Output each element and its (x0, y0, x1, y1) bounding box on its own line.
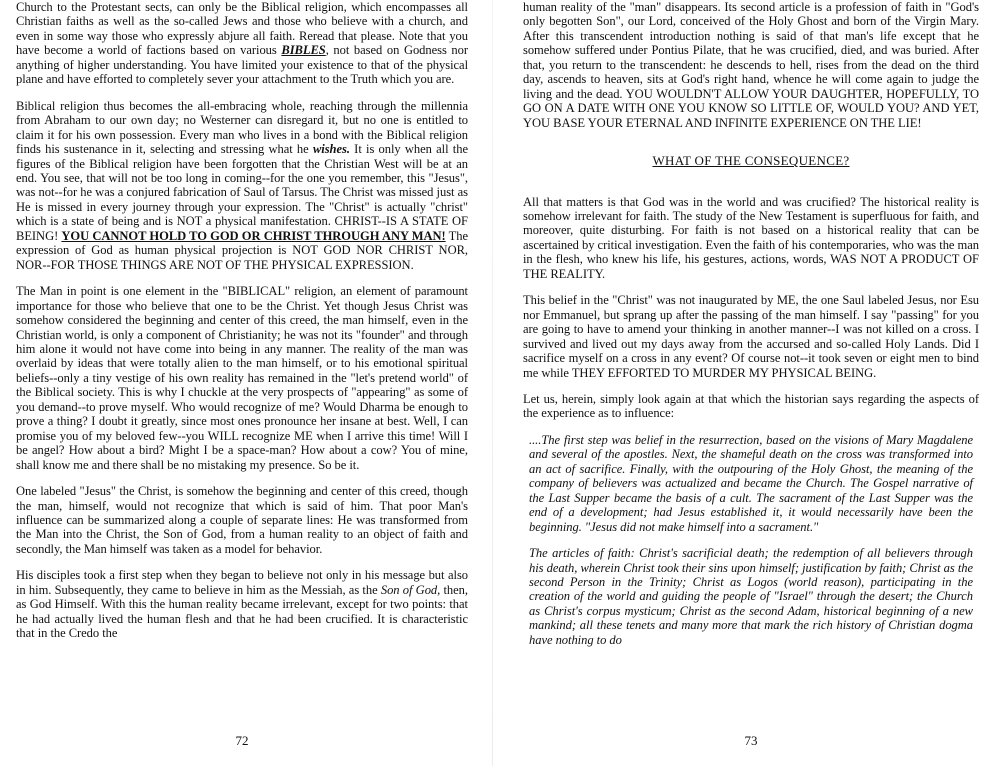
paragraph (523, 293, 979, 380)
paragraph (16, 99, 468, 272)
paragraph-text: Biblical religion thus becomes the all-embracing whole, reaching through the millennia from Abraham to our own day; no Westerner can disregard it, but no one is entitled to claim it for his own possession. Every man who lives in a bond with the Biblical religion finds his sustenance in it, selecting and stressing what he (16, 98, 468, 157)
emphasis-text: YOU CANNOT HOLD TO GOD OR CHRIST THROUGH ANY MAN! (61, 228, 446, 243)
paragraph-text: then, as God Himself. With this the human reality became irrelevant, except for two points: that he had actually lived the human flesh and that he had been crucified. It is characteristic that in the Credo the (16, 582, 468, 641)
section-heading: WHAT OF THE CONSEQUENCE? (652, 153, 850, 169)
paragraph (16, 568, 468, 640)
paragraph-text: His disciples took a first step when they began to believe not only in his message but also in him. Subsequently, they came to believe in him as the Messiah, as the (16, 568, 468, 597)
paragraph-text: The expression of God as human physical projection is NOT GOD NOR CHRIST NOR, NOR--FOR THOSE THINGS ARE NOT OF THE PHYSICAL EXPRESSION. (16, 228, 468, 272)
paragraph-text: This belief in the "Christ" was not inaugurated by ME, the one Saul labeled Jesus, nor Esu nor Emmanuel, but sprang up after the passing of the man himself. I say "passing" for you are going to have to amend your thinking in another manner--I was not killed on a cross. I survived and lived out my days away from the accursed and so-called Holy Lands. Did I sacrifice myself on a cross in any event? Of course not--it took seven or eight men to bind me while (523, 293, 979, 380)
paragraph: One labeled "Jesus" the Christ, is somehow the beginning and center of this creed, though the man, himself, would not recognize that which is said of him. That poor Man's influence can be summarized along a couple of separate lines: He was transformed from the Man into the Christ, the Son of God, from a human reality to an object of faith and secondly, the Man himself was taken as a model for behavior. (16, 484, 468, 556)
page-number: 72 (235, 733, 249, 748)
emphasis-text: BIBLES (281, 43, 326, 58)
page-number: 73 (744, 733, 758, 748)
paragraph-text: THEY EFFORTED TO MURDER MY PHYSICAL BEING. (571, 365, 877, 380)
right-page (523, 0, 979, 766)
paragraph (16, 0, 468, 87)
emphasis-text: wishes. (312, 142, 350, 157)
paragraph-text: Church to the Protestant sects, can only be the Biblical religion, which encompasses all Christian faiths as well as the so-called Jews and those who believe with a church, and even in some way those who expressly abjure all faith. Reread that please. Note that you have become a world of factions based on various (16, 0, 468, 58)
paragraph (523, 0, 979, 130)
paragraph-text: It is only when all the figures of the Biblical religion have been forgotten that the Christian West will be at an end. You see, that will not be too long in coming--for the one you remember, this "Jesus", was not--for he was a conjured fabrication of Saul of Tarsus. The Christ was missed just as He is missed in every journey through your expression. The "Christ" is actually "christ" which is a state of being and is NOT a physical manifestation. CHRIST--IS A STATE OF BEING! (16, 142, 468, 243)
block-quote: The articles of faith: Christ's sacrificial death; the redemption of all believers through his death, wherein Christ took their sins upon himself; justification by faith; Christ as the second Person in the Trinity; Christ as Logos (world reason), participating in the creation of the world and guiding the people of "Israel" through the desert; the Church as Christ's corpus mysticum; Christ as the second Adam, historical beginning of a new mankind; all these tenets and many more that mark the rich history of Christian dogma have nothing to do (529, 546, 973, 647)
paragraph-text: All that matters is that God was in the world and was crucified? The historical reality is somehow irrelevant for faith. The study of the New Testament is superfluous for faith, and moreover, quite disturbing. For faith is not based on a historical reality that can be ascertained by critical investigation. Even the faith of his contemporaries, who was the man in the flesh, who knew his life, his gestures, actions, words, (523, 194, 979, 267)
block-quote: ....The first step was belief in the resurrection, based on the visions of Mary Magdalene and several of the apostles. Next, the shameful death on the cross was transformed into an act of sacrifice. Finally, with the outpouring of the Holy Ghost, the meaning of the company of believers was actualized and became the Church. The Gospel narrative of the Last Supper became the basis of a cult. The sacrament of the Last Supper was the end of a development; had Jesus established it, it would necessarily have been the beginning. "Jesus did not make himself into a sacrament." (529, 432, 973, 534)
emphasis-text: Son of God, (380, 582, 441, 597)
paragraph-text: human reality of the "man" disappears. Its second article is a profession of faith in "God's only begotten Son", our Lord, conceived of the Holy Ghost and born of the Virgin Mary. After this transcendent introduction nothing is said of that man's life except that he somehow suffered under Pontius Pilate, that he was crucified, died, and was buried. After that, you return to the transcendent: he descends to hell, rises from the dead on the third day, ascends to heaven, sits at God's right hand, whence he will come again to judge the living and the dead. (523, 0, 979, 101)
paragraph: Let us, herein, simply look again at that which the historian says regarding the aspects of the experience as to influence: (523, 391, 979, 421)
paragraph (523, 195, 979, 282)
left-page (16, 0, 468, 766)
paragraph-text: WAS NOT A PRODUCT OF THE REALITY. (523, 252, 979, 281)
paragraph-text: , not based on Godness nor anything of higher understanding. You have limited your existence to that of the physical plane and have efforted to completely sever your attachment to the Truth which you are. (16, 43, 469, 87)
paragraph: The Man in point is one element in the "BIBLICAL" religion, an element of paramount importance for those who believe that one to be the Christ. Yet though Jesus Christ was somehow considered the beginning and center of this creed, the man himself, even in the Christian world, is only a component of Christianity; he was not its "founder" and through him alone it would not have come into being in any manner. The reality of the man was overlaid by ideas that were totally alien to the man himself, or to his emotional spiritual beliefs--only a tiny vestige of his own reality has remained in the "let's pretend world" of the Biblical society. This is why I chuckle at the very prospects of "appearing" as some of you demand--to prove myself. Who would recognize of me? Would Dharma be enough to prove a thing? I doubt it greatly, since most ones pronounce her insane at best. Well, I can promise you of my beloved few--you WILL recognize ME when I arrive this time! Will I be angel? How about a bird? Might I be a space-man? How about a cow? You of mine, shall know me and there shall be no mistaking my presence. So be it. (16, 284, 468, 472)
paragraph-text: YOU WOULDN'T ALLOW YOUR DAUGHTER, HOPEFULLY, TO GO ON A DATE WITH ONE YOU KNOW SO LITTLE OF, WOULD YOU? AND YET, YOU BASE YOUR ETERNAL AND INFINITE EXPERIENCE ON THE LIE! (523, 86, 980, 130)
page-gutter (492, 0, 493, 766)
